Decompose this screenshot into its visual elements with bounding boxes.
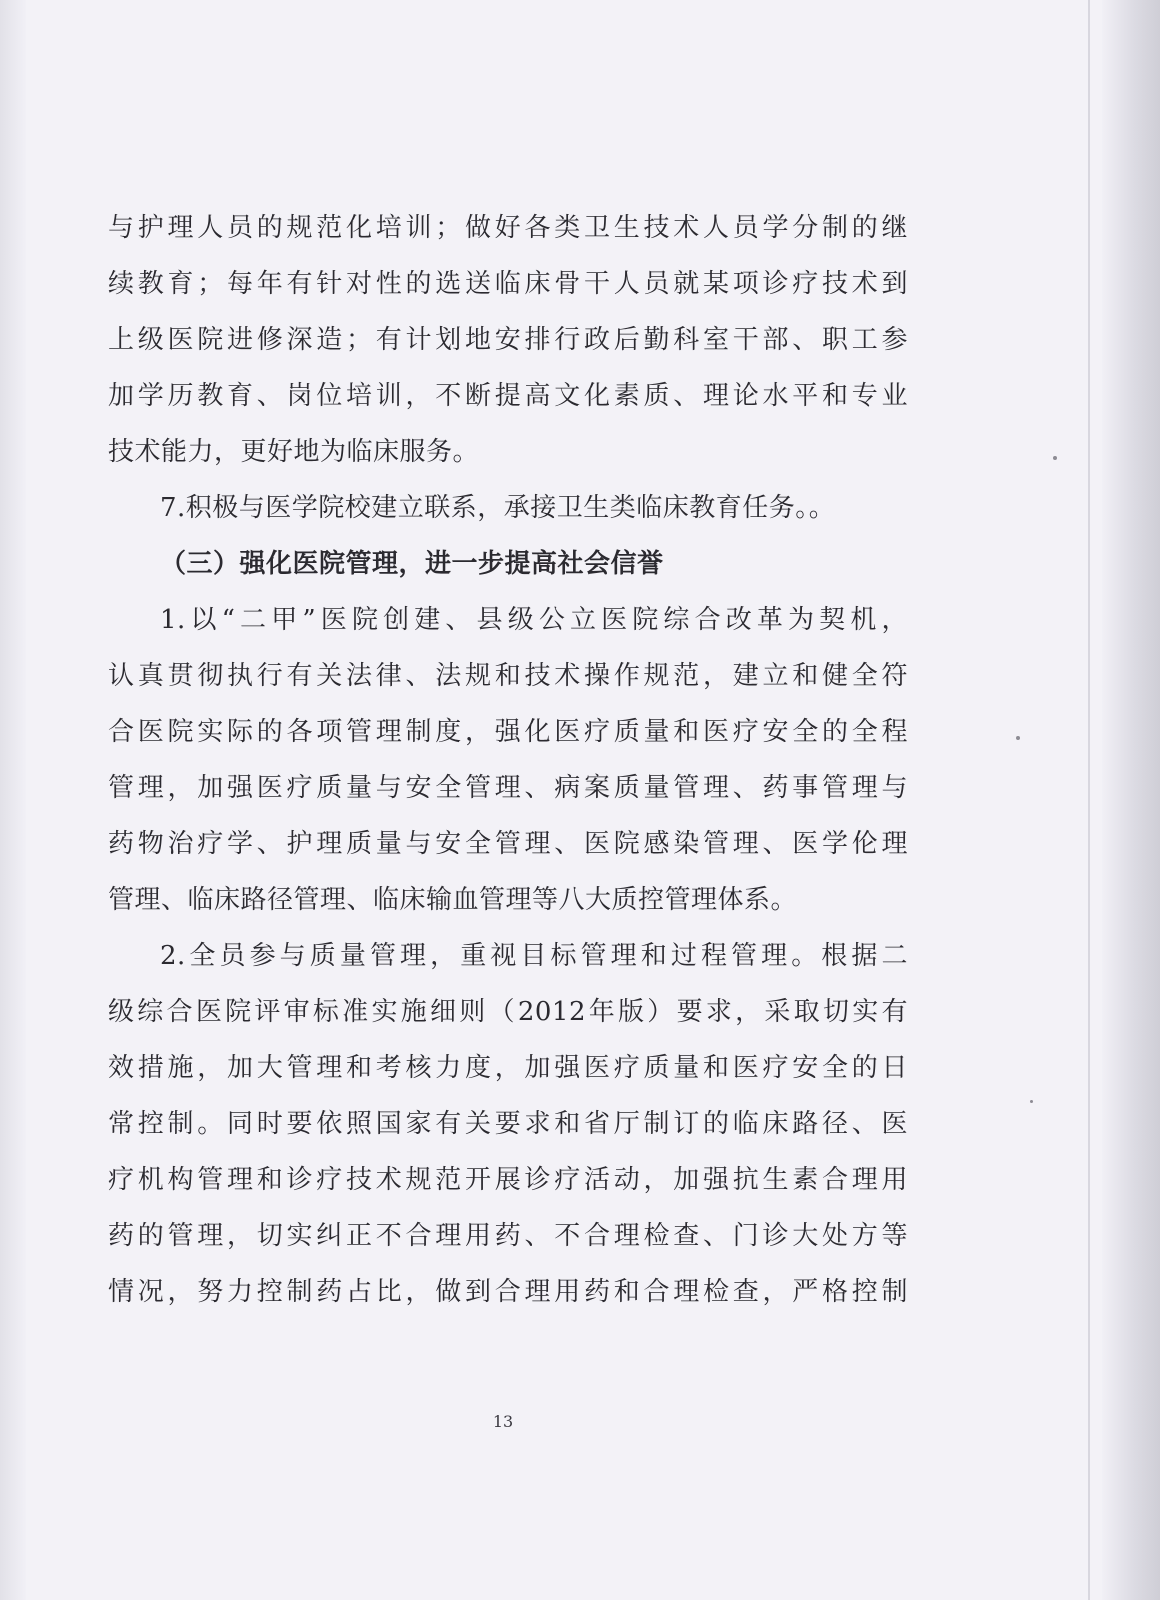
text-line: 效措施，加大管理和考核力度，加强医疗质量和医疗安全的日 bbox=[108, 1053, 908, 1083]
text-line: 管理，加强医疗质量与安全管理、病案质量管理、药事管理与 bbox=[108, 773, 908, 803]
scan-speck bbox=[1053, 456, 1057, 460]
text-line: 药物治疗学、护理质量与安全管理、医院感染管理、医学伦理 bbox=[108, 829, 908, 859]
text-line: 级综合医院评审标准实施细则（2012年版）要求，采取切实有 bbox=[108, 997, 908, 1027]
section-heading: （三）强化医院管理，进一步提高社会信誉 bbox=[160, 549, 664, 579]
document-body bbox=[108, 200, 908, 1320]
text-line: 续教育；每年有针对性的选送临床骨干人员就某项诊疗技术到 bbox=[108, 269, 908, 299]
list-item-7: 7.积极与医学院校建立联系，承接卫生类临床教育任务。。 bbox=[160, 493, 836, 523]
scan-edge-right bbox=[1102, 0, 1160, 1600]
text-line: 加学历教育、岗位培训，不断提高文化素质、理论水平和专业 bbox=[108, 381, 908, 411]
text-line: 疗机构管理和诊疗技术规范开展诊疗活动，加强抗生素合理用 bbox=[108, 1165, 908, 1195]
list-item-1: 1.以“二甲”医院创建、县级公立医院综合改革为契机， bbox=[160, 605, 908, 635]
scan-speck bbox=[1016, 736, 1020, 740]
text-line: 上级医院进修深造；有计划地安排行政后勤科室干部、职工参 bbox=[108, 325, 908, 355]
list-item-2: 2.全员参与质量管理，重视目标管理和过程管理。根据二 bbox=[160, 941, 908, 971]
text-line: 与护理人员的规范化培训；做好各类卫生技术人员学分制的继 bbox=[108, 213, 908, 243]
text-line: 管理、临床路径管理、临床输血管理等八大质控管理体系。 bbox=[108, 885, 798, 915]
text-line: 技术能力，更好地为临床服务。 bbox=[108, 437, 480, 467]
page-number: 13 bbox=[492, 1412, 514, 1431]
scan-speck bbox=[1030, 1100, 1033, 1103]
scan-edge-left bbox=[0, 0, 26, 1600]
binding-line bbox=[1088, 0, 1090, 1600]
text-line: 认真贯彻执行有关法律、法规和技术操作规范，建立和健全符 bbox=[108, 661, 908, 691]
text-line: 合医院实际的各项管理制度，强化医疗质量和医疗安全的全程 bbox=[108, 717, 908, 747]
text-line: 情况，努力控制药占比，做到合理用药和合理检查，严格控制 bbox=[108, 1277, 908, 1307]
text-line: 药的管理，切实纠正不合理用药、不合理检查、门诊大处方等 bbox=[108, 1221, 908, 1251]
text-line: 常控制。同时要依照国家有关要求和省厅制订的临床路径、医 bbox=[108, 1109, 908, 1139]
